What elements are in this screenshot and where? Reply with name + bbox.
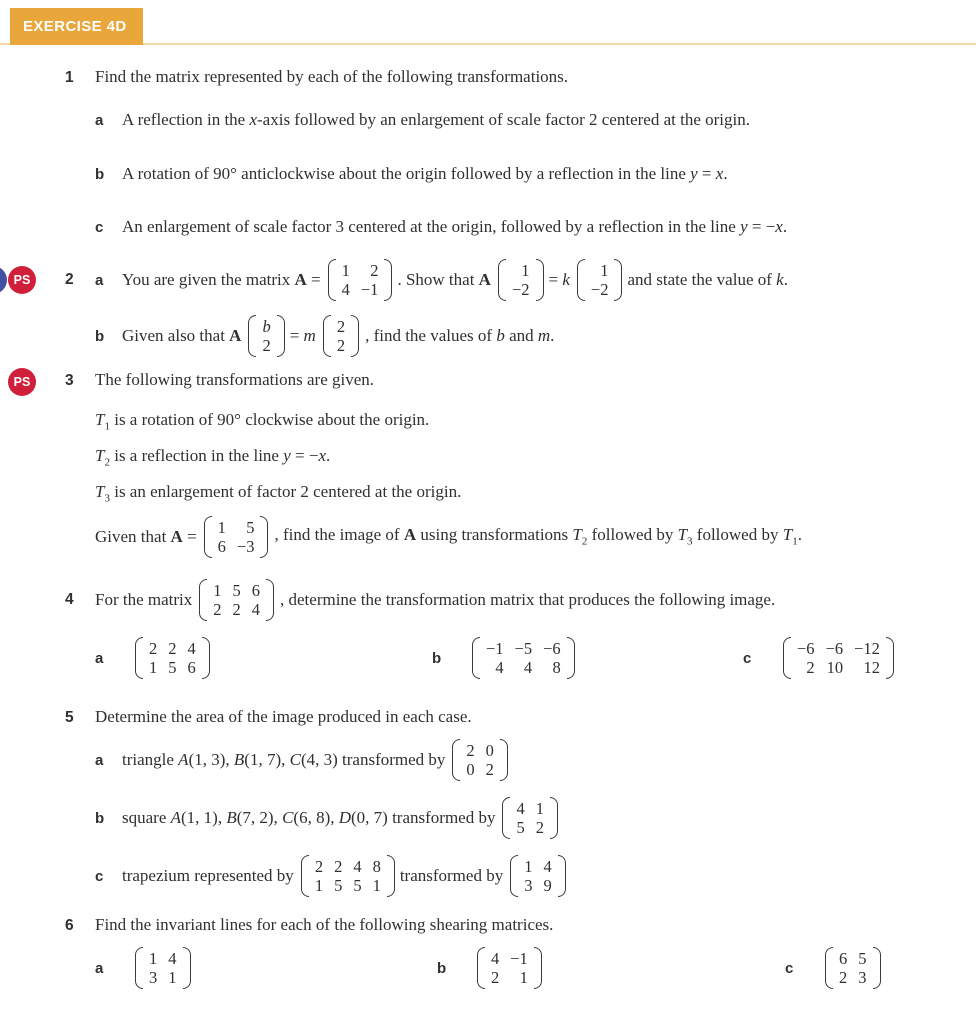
part-label: c xyxy=(785,959,794,977)
text-fragment: = m xyxy=(289,325,316,345)
part-label: c xyxy=(95,219,104,236)
column-vector: 2 2 xyxy=(323,315,359,358)
shape-matrix: 2 2 4 8 1 5 5 1 xyxy=(301,855,395,898)
question-1b xyxy=(95,163,968,186)
part-label: b xyxy=(95,327,105,345)
question-1a xyxy=(95,109,968,132)
question-6c xyxy=(785,947,968,990)
column-vector: b 2 xyxy=(248,315,284,358)
text-fragment: You are given the matrix A = xyxy=(122,269,321,289)
part-label: c xyxy=(743,649,752,667)
shear-matrix: 4 −1 2 1 xyxy=(477,947,542,990)
question-text: Determine the area of the image produced in each case. xyxy=(95,707,472,726)
text-fragment: transformed by xyxy=(399,865,504,885)
question-number: 4 xyxy=(65,591,74,608)
question-6-parts xyxy=(95,943,968,993)
matrix-A: 1 5 6 −3 xyxy=(204,516,269,559)
question-number: 5 xyxy=(65,709,74,726)
question-number: 1 xyxy=(65,69,74,86)
cropped-badge xyxy=(0,266,7,294)
question-1c xyxy=(95,216,968,239)
shear-matrix: 6 5 2 3 xyxy=(825,947,881,990)
question-number: 6 xyxy=(65,917,74,934)
part-text: An enlargement of scale factor 3 centered at the origin, followed by a reflection in the line y = −x. xyxy=(122,217,788,236)
question-text: The following transformations are given. xyxy=(95,370,375,389)
text-fragment: For the matrix xyxy=(95,589,193,609)
shear-matrix: 1 4 3 1 xyxy=(135,947,191,990)
transformation-line: $T_2$ is a reflection in the line y = −x. xyxy=(95,446,331,469)
matrix-A: 1 2 4 −1 xyxy=(328,259,393,302)
column-vector: 1 −2 xyxy=(498,259,544,302)
part-label: c xyxy=(95,867,104,885)
question-text: Find the invariant lines for each of the following shearing matrices. xyxy=(95,915,554,934)
question-6b xyxy=(437,947,785,990)
image-matrix: 2 2 4 1 5 6 xyxy=(135,637,210,680)
question-5a xyxy=(95,735,968,785)
part-label: a xyxy=(95,271,104,289)
text-fragment: . Show that A xyxy=(397,269,491,289)
part-label: b xyxy=(437,959,447,977)
ps-badge: PS xyxy=(8,266,36,294)
text-fragment: = k xyxy=(548,269,570,289)
question-3-t2 xyxy=(95,445,968,470)
question-3-t1 xyxy=(95,409,968,434)
text-fragment: , find the values of b and m. xyxy=(365,325,555,345)
transformation-line: $T_1$ is a rotation of 90° clockwise about the origin. xyxy=(95,410,430,433)
ps-badge: PS xyxy=(8,368,36,396)
text-fragment: triangle A(1, 3), B(1, 7), C(4, 3) transformed by xyxy=(122,749,446,769)
part-label: a xyxy=(95,112,104,129)
question-3-given xyxy=(95,512,968,562)
question-2b xyxy=(95,311,968,361)
question-4-parts xyxy=(95,633,968,683)
part-label: b xyxy=(95,809,105,827)
text-fragment: Given also that A xyxy=(122,325,242,345)
banner-underline xyxy=(0,43,976,45)
question-5c xyxy=(95,851,968,901)
text-fragment: Given that A = xyxy=(95,526,197,546)
exercise-banner: EXERCISE 4D xyxy=(10,8,143,45)
source-matrix: 1 5 6 2 2 4 xyxy=(199,579,274,622)
text-fragment: trapezium represented by xyxy=(122,865,294,885)
question-3-t3 xyxy=(95,481,968,506)
question-5b xyxy=(95,793,968,843)
part-label: a xyxy=(95,751,104,769)
question-number: 3 xyxy=(65,372,74,389)
transform-matrix: 1 4 3 9 xyxy=(510,855,566,898)
part-label: a xyxy=(95,959,104,977)
question-number: 2 xyxy=(65,271,74,288)
part-text: A reflection in the x-axis followed by an enlargement of scale factor 2 centered at the origin. xyxy=(122,110,750,129)
question-1 xyxy=(65,66,968,89)
question-4 xyxy=(65,575,968,625)
transform-matrix: 4 1 5 2 xyxy=(502,797,558,840)
text-fragment: , determine the transformation matrix that produces the following image. xyxy=(280,589,776,609)
question-4b xyxy=(432,637,743,680)
column-vector: 1 −2 xyxy=(577,259,623,302)
image-matrix: −1 −5 −6 4 4 8 xyxy=(472,637,575,680)
question-text: Find the matrix represented by each of the following transformations. xyxy=(95,67,569,86)
text-fragment: and state the value of k. xyxy=(627,269,788,289)
part-label: b xyxy=(432,649,442,667)
image-matrix: −6 −6 −12 2 10 12 xyxy=(783,637,894,680)
question-3 xyxy=(65,369,968,392)
question-2a xyxy=(65,255,968,305)
question-6a xyxy=(95,947,437,990)
part-text: A rotation of 90° anticlockwise about the origin followed by a reflection in the line y = x. xyxy=(122,164,728,183)
transformation-line: $T_3$ is an enlargement of factor 2 centered at the origin. xyxy=(95,482,462,505)
transform-matrix: 2 0 0 2 xyxy=(452,739,508,782)
question-5 xyxy=(65,706,968,729)
question-4c xyxy=(743,637,968,680)
question-4a xyxy=(95,637,432,680)
question-6 xyxy=(65,914,968,937)
text-fragment: , find the image of A using transformations $T_2$ followed by $T_3$ followed by $T_1$. xyxy=(274,525,802,548)
part-label: a xyxy=(95,649,104,667)
part-label: b xyxy=(95,166,105,183)
text-fragment: square A(1, 1), B(7, 2), C(6, 8), D(0, 7) transformed by xyxy=(122,807,496,827)
